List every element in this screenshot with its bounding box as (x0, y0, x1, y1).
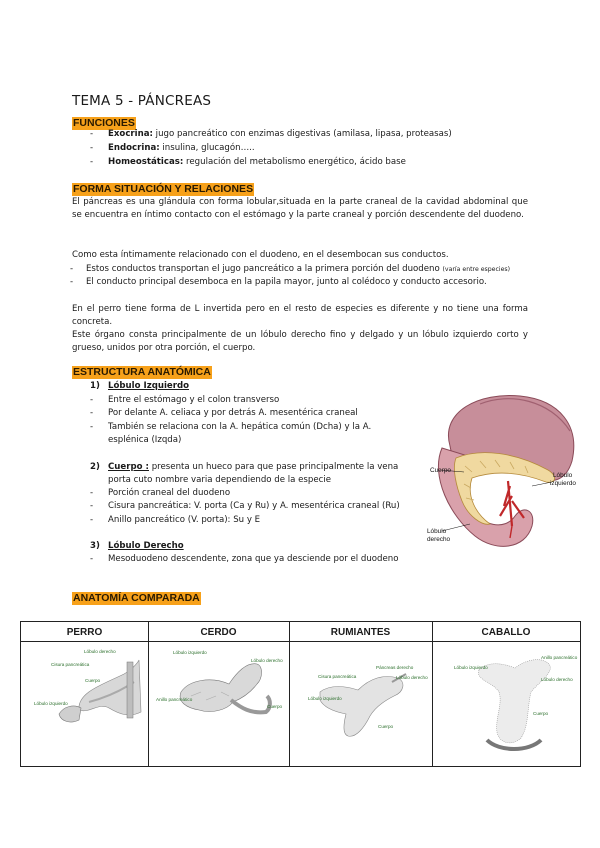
list-item: Cisura pancreática: V. porta (Ca y Ru) y A. mesentérica craneal (Ru) (108, 501, 400, 511)
rumiantes-label: Lóbulo izquierdo (308, 696, 342, 701)
column-header-perro: PERRO (21, 622, 148, 642)
caballo-label: Lóbulo izquierdo (454, 665, 488, 670)
rumiantes-label: Lóbulo derecho (396, 675, 428, 680)
list-item: Entre el estómago y el colon transverso (108, 395, 280, 405)
perro-label: Cisura pancreática (51, 662, 90, 667)
subheading-cuerpo: Cuerpo : presenta un hueco para que pase principalmente la vena (108, 462, 399, 472)
bullet-dash: - (90, 395, 94, 405)
comparison-table (20, 621, 581, 767)
paragraph: Como esta íntimamente relacionado con el duodeno, en el desembocan sus conductos. (72, 250, 449, 260)
column-divider (432, 622, 433, 766)
list-item: porta cuto nombre varia dependiendo de la especie (108, 475, 332, 485)
bullet-dash: - (90, 554, 94, 564)
bullet-dash: - (90, 157, 94, 167)
bullet-dash: - (90, 488, 94, 498)
caballo-label: Lóbulo derecho (541, 677, 573, 682)
list-item: También se relaciona con la A. hepática común (Dcha) y la A. (108, 422, 372, 432)
figure-label-derecho-2: derecho (427, 536, 451, 543)
column-header-rumiantes: RUMIANTES (289, 622, 432, 642)
list-item: esplénica (Izqda) (108, 435, 182, 445)
column-divider (289, 622, 290, 766)
section-heading-comparada: ANATOMÍA COMPARADA (73, 592, 200, 604)
rumiantes-label: Cuerpo (378, 724, 394, 729)
cerdo-pancreas-figure (171, 652, 281, 732)
column-header-caballo: CABALLO (432, 622, 580, 642)
caballo-label: Cuerpo (533, 711, 549, 716)
figure-label-izquierdo-2: izquierdo (550, 480, 576, 487)
section-heading-forma: FORMA SITUACIÓN Y RELACIONES (73, 183, 254, 195)
item-number: 3) (90, 541, 100, 551)
bullet-dash: - (90, 129, 94, 139)
cerdo-label: Anillo pancreático (156, 697, 193, 702)
rumiantes-label: Cisura pancreática (318, 674, 357, 679)
subheading-lobulo-izquierdo: Lóbulo Izquierdo (108, 381, 190, 391)
paragraph: El páncreas es una glándula con forma lobular,situada en la parte craneal de la cavidad abdominal que se encuentra en íntimo contacto con el estómago y la parte craneal y porción descendente del duodeno. (72, 197, 528, 221)
cerdo-label: Lóbulo derecho (251, 658, 283, 663)
leader-line (532, 482, 552, 486)
perro-label: Cuerpo (85, 678, 101, 683)
list-item: Exocrina: jugo pancreático con enzimas digestivas (amilasa, lipasa, proteasas) (108, 129, 452, 139)
list-item: Mesoduodeno descendente, zona que ya desciende por el duodeno (108, 554, 399, 564)
figure-label-derecho-1: Lóbulo (427, 528, 447, 535)
rumiantes-label: Páncreas derecho (376, 665, 414, 670)
paragraph: Este órgano consta principalmente de un lóbulo derecho fino y delgado y un lóbulo izquierdo corto y grueso, unidos por otra porción, el cuerpo. (72, 330, 528, 354)
list-item: Estos conductos transportan el jugo pancreático a la primera porción del duodeno (varía entre especies) (86, 264, 511, 274)
cerdo-label: Lóbulo izquierdo (173, 650, 207, 655)
caballo-label: Anillo pancreático (541, 655, 578, 660)
list-item: Anillo pancreático (V. porta): Su y E (108, 515, 261, 525)
column-divider (148, 622, 149, 766)
figure-label-cuerpo: Cuerpo (430, 467, 451, 474)
column-header-cerdo: CERDO (148, 622, 289, 642)
item-number: 2) (90, 462, 100, 472)
paragraph: En el perro tiene forma de L invertida pero en el resto de especies es diferente y no tiene una forma concreta. (72, 304, 528, 328)
list-item: Homeostáticas: regulación del metabolismo energético, ácido base (108, 157, 406, 167)
bullet-dash: - (90, 408, 94, 418)
bullet-dash: - (70, 264, 74, 274)
list-item: El conducto principal desemboca en la papila mayor, junto al colédoco y conducto accesorio. (86, 277, 487, 287)
bullet-dash: - (90, 515, 94, 525)
page-title: TEMA 5 - PÁNCREAS (72, 93, 212, 109)
section-heading-estructura: ESTRUCTURA ANATÓMICA (73, 366, 211, 378)
figure-label-izquierdo-1: Lóbulo (553, 472, 573, 479)
bullet-dash: - (90, 422, 94, 432)
list-item: Porción craneal del duodeno (108, 488, 231, 498)
bullet-dash: - (90, 501, 94, 511)
bullet-dash: - (90, 143, 94, 153)
subheading-lobulo-derecho: Lóbulo Derecho (108, 541, 184, 551)
bullet-dash: - (70, 277, 74, 287)
cerdo-label: Cuerpo (267, 704, 283, 709)
perro-label: Lóbulo derecho (84, 649, 116, 654)
perro-label: Lóbulo izquierdo (34, 701, 68, 706)
item-number: 1) (90, 381, 100, 391)
list-item: Endocrina: insulina, glucagón….. (108, 143, 255, 153)
section-heading-funciones: FUNCIONES (73, 117, 135, 129)
list-item: Por delante A. celiaca y por detrás A. mesentérica craneal (108, 408, 358, 418)
